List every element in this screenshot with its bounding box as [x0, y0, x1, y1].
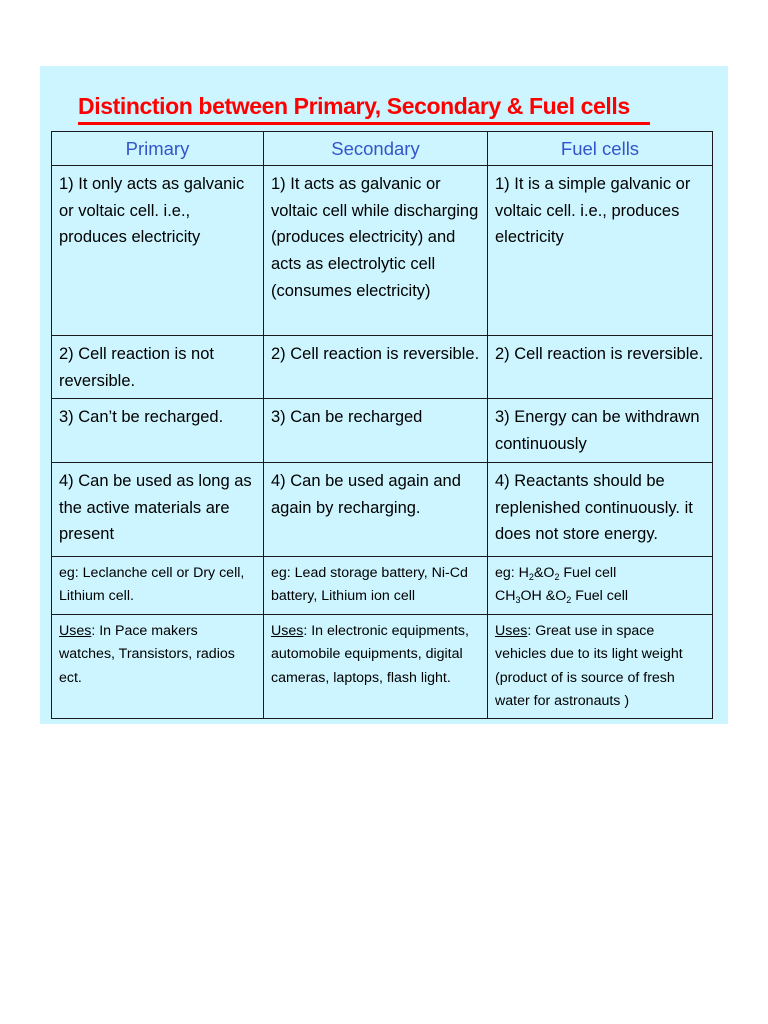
example-secondary: eg: Lead storage battery, Ni-Cd battery, Lithium ion cell — [264, 556, 488, 614]
table-cell: 3) Can’t be recharged. — [52, 399, 264, 462]
table-row — [52, 166, 713, 336]
table-cell: 3) Energy can be withdrawn continuously — [488, 399, 713, 462]
table-row — [52, 336, 713, 399]
uses-label: Uses — [59, 622, 92, 639]
uses-row — [52, 614, 713, 718]
table-cell: 4) Reactants should be replenished continuously. it does not store energy. — [488, 462, 713, 556]
example-primary: eg: Leclanche cell or Dry cell, Lithium cell. — [52, 556, 264, 614]
table-row — [52, 399, 713, 462]
header-secondary: Secondary — [264, 132, 488, 166]
table-cell: 2) Cell reaction is reversible. — [488, 336, 713, 399]
uses-label: Uses — [495, 622, 528, 639]
title-underline — [78, 122, 650, 125]
uses-primary: Uses: In Pace makers watches, Transistors, radios ect. — [52, 614, 264, 718]
table-row — [52, 462, 713, 556]
header-primary: Primary — [52, 132, 264, 166]
example-fuel — [488, 556, 713, 614]
uses-secondary: Uses: In electronic equipments, automobile equipments, digital cameras, laptops, flash light. — [264, 614, 488, 718]
slide-title: Distinction between Primary, Secondary & Fuel cells — [78, 93, 630, 119]
table-cell: 1) It acts as galvanic or voltaic cell while discharging (produces electricity) and acts as electrolytic cell (consumes electricity) — [264, 166, 488, 336]
uses-fuel: Uses: Great use in space vehicles due to its light weight (product of is source of fresh water for astronauts ) — [488, 614, 713, 718]
header-fuel-cells: Fuel cells — [488, 132, 713, 166]
table-cell: 2) Cell reaction is not reversible. — [52, 336, 264, 399]
uses-label: Uses — [271, 622, 304, 639]
table-cell: 3) Can be recharged — [264, 399, 488, 462]
comparison-table — [51, 131, 713, 719]
table-cell: 4) Can be used as long as the active materials are present — [52, 462, 264, 556]
examples-row — [52, 556, 713, 614]
table-cell: 1) It only acts as galvanic or voltaic cell. i.e., produces electricity — [52, 166, 264, 336]
slide-panel — [40, 66, 728, 724]
table-cell: 1) It is a simple galvanic or voltaic cell. i.e., produces electricity — [488, 166, 713, 336]
fuel-example-line-2: $CH_3OH$ $\&O_2$ Fuel cell — [495, 588, 629, 606]
table-cell: 4) Can be used again and again by recharging. — [264, 462, 488, 556]
table-header-row — [52, 132, 713, 166]
fuel-example-line-1: eg: $H_2\&O_2$ Fuel cell — [495, 564, 617, 582]
table-cell: 2) Cell reaction is reversible. — [264, 336, 488, 399]
